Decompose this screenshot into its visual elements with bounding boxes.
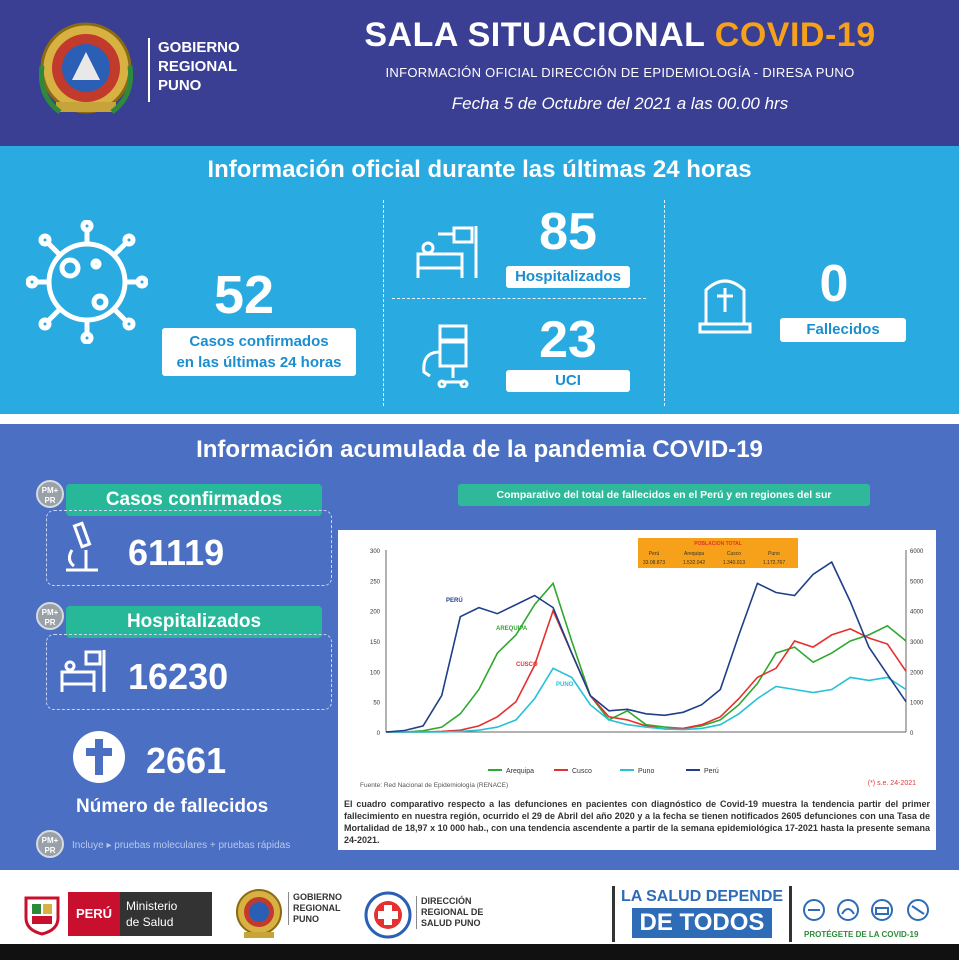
pm-pr-badge [36, 480, 64, 508]
slogan-line2: DE TODOS [632, 908, 773, 938]
divider [392, 298, 646, 299]
divider [664, 200, 665, 406]
series-line-perú [386, 562, 906, 732]
report-date: Fecha 5 de Octubre del 2021 a las 00.00 hrs [451, 94, 789, 113]
pm-pr-badge [36, 602, 64, 630]
footer-gov-label [288, 892, 352, 925]
hospital-bed-icon [58, 648, 108, 694]
fallecidos-24h-value: 0 [819, 255, 849, 313]
series-line-arequipa [386, 583, 906, 732]
bottom-bar [0, 944, 959, 960]
page-subtitle: INFORMACIÓN OFICIAL DIRECCIÓN DE EPIDEMIOLOGÍA - DIRESA PUNO [385, 65, 855, 80]
virus-icon [26, 220, 148, 344]
y-tick-label-right: 5000 [910, 579, 924, 586]
fallecidos-acc-label: Número de fallecidos [76, 796, 269, 817]
poblacion-value: 1.340.013 [722, 560, 746, 566]
slogan-line1: LA SALUD DEPENDE [620, 888, 784, 905]
uci-24h-value: 23 [539, 311, 597, 369]
peru-shield-icon [22, 894, 62, 936]
ventilator-icon [418, 322, 480, 388]
protegete-label: PROTÉGETE DE LA COVID-19 [804, 930, 919, 939]
poblacion-value: 33.08.873 [642, 560, 666, 566]
title-main: SALA SITUACIONAL [364, 16, 705, 54]
diresa-line: REGIONAL DE [421, 907, 484, 917]
prevention-icons [802, 896, 938, 924]
badge-bottom: PR [44, 496, 56, 505]
gov-line: GOBIERNO [158, 39, 240, 56]
ministerio-label [120, 892, 212, 936]
divider [383, 200, 384, 406]
y-tick-label-left: 150 [369, 640, 380, 646]
page-title [300, 16, 940, 55]
badge-bottom: PR [44, 618, 56, 627]
header [0, 0, 959, 146]
casos-24h-value: 52 [213, 265, 275, 325]
gov-line: GOBIERNO [293, 892, 343, 902]
chart-title: Comparativo del total de fallecidos en el Perú y en regiones del sur [458, 484, 870, 506]
gov-line: PUNO [158, 77, 202, 94]
gov-line: PUNO [293, 914, 320, 924]
series-label: CUSCO [516, 662, 538, 668]
accumulated-title: Información acumulada de la pandemia COVID-19 [196, 436, 763, 463]
chart-source: Fuente: Red Nacional de Epidemiología (RENACE) [360, 782, 509, 789]
poblacion-header: Perú [648, 551, 660, 557]
hospitalizados-acc-value: 16230 [128, 656, 229, 697]
y-tick-label-right: 4000 [910, 609, 924, 616]
diresa-line: DIRECCIÓN [421, 896, 472, 906]
series-label: AREQUIPA [496, 626, 528, 632]
y-tick-label-right: 6000 [910, 549, 924, 555]
badge-bottom: PR [44, 846, 56, 855]
casos-acc-label: Casos confirmados [66, 484, 322, 516]
regional-seal-icon [36, 16, 136, 120]
hospitalizados-24h-label: Hospitalizados [506, 266, 630, 288]
tombstone-icon [696, 272, 754, 334]
y-tick-label-left: 0 [376, 731, 380, 737]
poblacion-value: 1.172.767 [762, 560, 786, 566]
fallecidos-24h-label: Fallecidos [780, 318, 906, 342]
badge-top: PM+ [41, 608, 59, 617]
tests-note: Incluye ▸ pruebas moleculares + pruebas rápidas [72, 840, 291, 851]
poblacion-value: 1.532.042 [682, 560, 706, 566]
y-tick-label-right: 0 [910, 731, 914, 737]
ministerio-line: de Salud [126, 915, 174, 929]
y-tick-label-left: 200 [369, 609, 380, 616]
cross-icon [72, 730, 126, 784]
poblacion-header: Puno [768, 551, 780, 557]
series-line-puno [386, 668, 906, 732]
regional-seal-icon [234, 886, 284, 942]
title-accent: COVID-19 [714, 16, 876, 54]
diresa-line: SALUD PUNO [421, 918, 481, 928]
y-tick-label-right: 3000 [910, 640, 924, 646]
casos-24h-label-line: Casos confirmados [189, 333, 329, 350]
poblacion-title: POBLACION TOTAL [694, 541, 742, 547]
gov-line: REGIONAL [293, 903, 341, 913]
casos-24h-label-line: en las últimas 24 horas [176, 354, 342, 371]
pm-pr-badge [36, 830, 64, 858]
chart-card [338, 530, 936, 850]
casos-24h-label [162, 328, 356, 376]
diresa-label [416, 896, 486, 929]
badge-top: PM+ [41, 836, 59, 845]
hospitalizados-24h-value: 85 [539, 203, 597, 261]
fallecidos-acc-value: 2661 [146, 740, 227, 781]
slogan-box [612, 886, 792, 942]
hospital-bed-icon [414, 222, 484, 280]
hospitalizados-acc-label: Hospitalizados [66, 606, 322, 638]
microscope-icon [62, 520, 102, 574]
y-tick-label-left: 100 [369, 670, 380, 677]
y-tick-label-left: 300 [369, 549, 380, 555]
y-tick-label-right: 1000 [910, 700, 924, 707]
badge-top: PM+ [41, 486, 59, 495]
series-label: PERÚ [446, 598, 463, 604]
uci-24h-label: UCI [506, 370, 630, 392]
chart-description: El cuadro comparativo respecto a las defunciones en pacientes con diagnóstico de Covid-19 muestra la tendencia partir del primer fallecimiento en nuestra región, ocurrido el 29 de Abril del año 2020 y a la fecha se tienen notificados 2605 defunciones con una Tasa de Mortalidad de 18,97 x 10 000 hab., con una tendencia ascendente a partir de la semana epidemiológica 17-2021 hasta la presente semana 24-2021. [344, 799, 930, 845]
accumulated-section [0, 424, 959, 870]
y-tick-label-right: 2000 [910, 670, 924, 677]
legend-label: Cusco [572, 768, 592, 775]
legend-label: Perú [704, 768, 719, 775]
chart-se-note: (*) s.e. 24-2021 [867, 780, 916, 787]
ministerio-line: Ministerio [126, 899, 178, 913]
gov-line: REGIONAL [158, 58, 238, 75]
y-tick-label-left: 50 [373, 700, 380, 707]
diresa-logo-icon [364, 890, 412, 940]
y-tick-label-left: 250 [369, 579, 380, 586]
gobierno-regional-label [148, 38, 268, 102]
casos-acc-value: 61119 [128, 532, 225, 573]
last-24h-section [0, 146, 959, 414]
poblacion-header: Cusco [726, 551, 742, 557]
last-24h-title: Información oficial durante las últimas 24 horas [207, 156, 752, 183]
peru-label: PERÚ [68, 892, 120, 936]
legend-label: Puno [638, 768, 655, 775]
deaths-line-chart [338, 530, 936, 780]
title-block [300, 16, 940, 114]
legend-label: Arequipa [506, 768, 535, 775]
series-label: PUNO [556, 682, 574, 688]
poblacion-header: Arequipa [683, 551, 705, 557]
